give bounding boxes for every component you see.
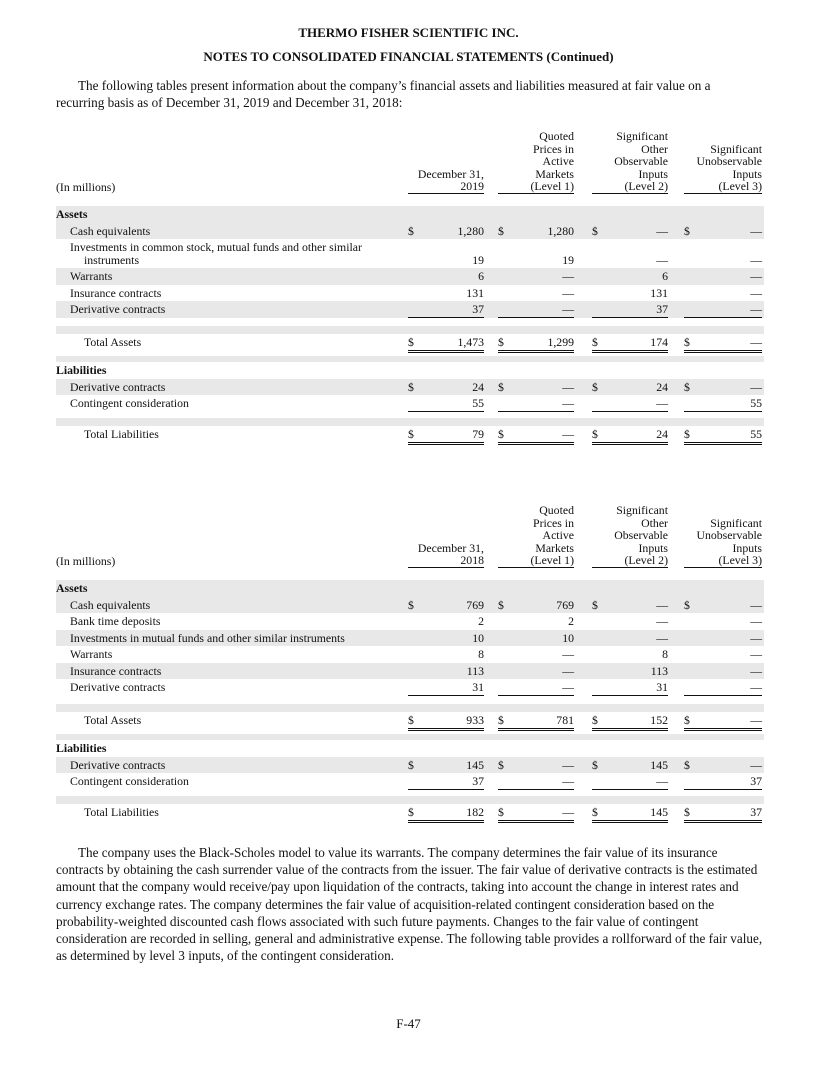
table-header — [56, 124, 764, 194]
currency-symbol: $ — [684, 426, 690, 441]
cell-value: 145 — [650, 804, 668, 819]
row-label: Total Assets — [84, 712, 142, 727]
currency-symbol: $ — [498, 804, 504, 819]
asset-row — [56, 630, 764, 647]
company-name: THERMO FISHER SCIENTIFIC INC. — [298, 25, 519, 40]
cell-value: 933 — [466, 712, 484, 727]
asset-row — [56, 285, 764, 302]
cell-value: 10 — [562, 630, 574, 645]
cell-value: — — [656, 614, 668, 628]
cell-underline — [408, 317, 484, 318]
column-header-underline-text: (Level 1) — [498, 554, 574, 568]
column-header-line: Markets — [535, 166, 574, 181]
column-header-line: Prices in — [533, 515, 574, 530]
cell-value: 145 — [650, 757, 668, 772]
column-header — [592, 504, 668, 568]
units-label: (In millions) — [56, 554, 116, 569]
spacer — [56, 568, 764, 580]
cell-value: — — [750, 302, 762, 316]
row-label: Bank time deposits — [70, 614, 161, 628]
cell-value: 1,473 — [457, 334, 484, 349]
currency-symbol: $ — [408, 379, 414, 394]
currency-symbol: $ — [498, 379, 504, 394]
cell-underline — [684, 411, 762, 412]
cell-underline — [684, 695, 762, 696]
liabilities-heading-row — [56, 740, 764, 757]
asset-row — [56, 613, 764, 630]
cell-value: 10 — [472, 630, 484, 645]
cell-value: 55 — [750, 426, 762, 441]
cell-value: — — [656, 252, 668, 267]
cell-double-underline — [498, 442, 574, 445]
fair-value-table-2019 — [56, 124, 764, 442]
column-header-line: Inputs — [638, 540, 668, 555]
cell-value: 174 — [650, 334, 668, 349]
column-header-underline-text: (Level 3) — [684, 180, 762, 194]
column-header-line: Quoted — [539, 503, 574, 518]
row-label: Contingent consideration — [70, 774, 189, 788]
row-label: Insurance contracts — [70, 285, 162, 300]
column-header-line: Unobservable — [696, 528, 762, 543]
currency-symbol: $ — [408, 334, 414, 349]
column-header — [498, 130, 574, 194]
cell-value: — — [750, 252, 762, 267]
currency-symbol: $ — [592, 597, 598, 612]
currency-symbol: $ — [498, 223, 504, 238]
cell-value: 113 — [650, 663, 668, 678]
section-heading-liabilities: Liabilities — [56, 363, 107, 377]
cell-underline — [684, 317, 762, 318]
cell-value: 2 — [568, 614, 574, 628]
spacer — [56, 696, 764, 704]
currency-symbol: $ — [684, 804, 690, 819]
currency-symbol: $ — [498, 597, 504, 612]
section-title: NOTES TO CONSOLIDATED FINANCIAL STATEMENTS (Continued) — [203, 49, 614, 64]
column-header-line: Quoted — [539, 129, 574, 144]
liabilities-heading-row — [56, 362, 764, 379]
row-label: Total Assets — [84, 334, 142, 349]
asset-row — [56, 301, 764, 318]
cell-value: 113 — [466, 663, 484, 678]
cell-double-underline — [498, 728, 574, 731]
cell-underline — [592, 789, 668, 790]
cell-double-underline — [592, 442, 668, 445]
cell-underline — [498, 695, 574, 696]
cell-value: — — [750, 630, 762, 645]
cell-value: 19 — [472, 252, 484, 267]
asset-row — [56, 268, 764, 285]
cell-underline — [684, 789, 762, 790]
asset-row — [56, 663, 764, 680]
row-label: Derivative contracts — [70, 302, 166, 316]
cell-value: 1,299 — [547, 334, 574, 349]
cell-value: 131 — [650, 285, 668, 300]
cell-value: — — [656, 396, 668, 410]
spacer — [56, 318, 764, 326]
asset-row — [56, 679, 764, 696]
cell-value: 6 — [478, 269, 484, 283]
column-header-underline-text: 2019 — [408, 180, 484, 194]
currency-symbol: $ — [498, 757, 504, 772]
cell-underline — [498, 789, 574, 790]
column-header-line: Significant — [710, 141, 762, 156]
cell-double-underline — [408, 820, 484, 823]
row-label: Investments in mutual funds and other similar instruments — [70, 630, 345, 645]
intro-paragraph: The following tables present information about the company’s financial assets and liabilities measured at fair value on a recurring basis as of December 31, 2019 and December 31, 2018: — [56, 78, 711, 110]
cell-value: — — [562, 426, 574, 441]
currency-symbol: $ — [498, 334, 504, 349]
row-label: Derivative contracts — [70, 680, 166, 694]
cell-value: 8 — [662, 647, 668, 661]
column-header-line: Significant — [710, 515, 762, 530]
cell-value: — — [750, 597, 762, 612]
cell-double-underline — [498, 350, 574, 353]
currency-symbol: $ — [592, 223, 598, 238]
cell-value: — — [562, 396, 574, 410]
cell-value: 145 — [466, 757, 484, 772]
currency-symbol: $ — [408, 223, 414, 238]
cell-value: — — [750, 757, 762, 772]
cell-value: 55 — [750, 396, 762, 410]
column-header-underline-text: (Level 1) — [498, 180, 574, 194]
cell-double-underline — [684, 350, 762, 353]
column-header — [408, 168, 484, 194]
cell-underline — [592, 317, 668, 318]
assets-heading-row — [56, 580, 764, 597]
asset-row — [56, 223, 764, 240]
spacer-band — [56, 704, 764, 712]
column-header-underline-text: (Level 2) — [592, 180, 668, 194]
column-header — [408, 542, 484, 568]
cell-value: — — [562, 680, 574, 694]
cell-value: 37 — [750, 804, 762, 819]
cell-value: 769 — [466, 597, 484, 612]
cell-value: — — [750, 712, 762, 727]
liability-row — [56, 757, 764, 774]
cell-double-underline — [408, 442, 484, 445]
cell-value: 24 — [656, 426, 668, 441]
cell-value: — — [750, 663, 762, 678]
column-header — [498, 504, 574, 568]
cell-value: 37 — [472, 302, 484, 316]
cell-value: — — [562, 647, 574, 661]
currency-symbol: $ — [592, 712, 598, 727]
cell-value: — — [750, 269, 762, 283]
cell-double-underline — [408, 728, 484, 731]
currency-symbol: $ — [408, 757, 414, 772]
column-header-line: Significant — [616, 129, 668, 144]
column-header-line: Inputs — [732, 166, 762, 181]
cell-value: — — [562, 804, 574, 819]
column-header-line: Markets — [535, 540, 574, 555]
cell-value: 1,280 — [457, 223, 484, 238]
cell-double-underline — [684, 820, 762, 823]
cell-value: — — [750, 223, 762, 238]
cell-value: — — [750, 379, 762, 394]
cell-double-underline — [408, 350, 484, 353]
cell-value: 24 — [656, 379, 668, 394]
column-header-underline-text: (Level 2) — [592, 554, 668, 568]
cell-value: 1,280 — [547, 223, 574, 238]
liability-row — [56, 773, 764, 790]
asset-row — [56, 239, 764, 268]
page-number: F-47 — [396, 1016, 421, 1031]
row-label-line: Investments in common stock, mutual funds and other similar — [70, 240, 362, 254]
row-label: Derivative contracts — [70, 379, 166, 394]
row-label: Derivative contracts — [70, 757, 166, 772]
cell-underline — [498, 411, 574, 412]
cell-value: 55 — [472, 396, 484, 410]
currency-symbol: $ — [498, 426, 504, 441]
spacer-band — [56, 418, 764, 426]
cell-value: 31 — [472, 680, 484, 694]
cell-value: — — [562, 269, 574, 283]
cell-underline — [498, 317, 574, 318]
cell-value: — — [562, 285, 574, 300]
column-header-line: Inputs — [638, 166, 668, 181]
cell-underline — [592, 695, 668, 696]
row-label — [70, 241, 362, 266]
asset-row — [56, 646, 764, 663]
currency-symbol: $ — [592, 804, 598, 819]
cell-value: — — [656, 223, 668, 238]
column-header — [592, 130, 668, 194]
row-label: Cash equivalents — [70, 223, 151, 238]
cell-value: 182 — [466, 804, 484, 819]
cell-value: 769 — [556, 597, 574, 612]
column-header-line: Observable — [614, 528, 668, 543]
asset-row — [56, 597, 764, 614]
row-label: Insurance contracts — [70, 663, 162, 678]
section-heading-assets: Assets — [56, 581, 88, 595]
currency-symbol: $ — [408, 712, 414, 727]
cell-value: — — [750, 614, 762, 628]
cell-value: — — [656, 630, 668, 645]
fair-value-table-2018 — [56, 498, 764, 820]
spacer-band — [56, 326, 764, 334]
currency-symbol: $ — [684, 597, 690, 612]
cell-value: 37 — [750, 774, 762, 788]
row-label: Warrants — [70, 269, 113, 283]
cell-underline — [408, 411, 484, 412]
cell-value: 31 — [656, 680, 668, 694]
cell-double-underline — [684, 728, 762, 731]
section-heading-liabilities: Liabilities — [56, 741, 107, 755]
row-label: Warrants — [70, 647, 113, 661]
cell-value: — — [750, 680, 762, 694]
column-header-line: Prices in — [533, 141, 574, 156]
cell-value: — — [750, 285, 762, 300]
column-header-line: December 31, — [417, 540, 484, 555]
spacer — [56, 194, 764, 206]
column-header-line: Unobservable — [696, 154, 762, 169]
row-label: Total Liabilities — [84, 804, 159, 819]
cell-value: 24 — [472, 379, 484, 394]
cell-underline — [592, 411, 668, 412]
cell-value: 781 — [556, 712, 574, 727]
column-header-line: December 31, — [417, 166, 484, 181]
cell-value: 8 — [478, 647, 484, 661]
table-header — [56, 498, 764, 568]
currency-symbol: $ — [684, 223, 690, 238]
column-header-line: Observable — [614, 154, 668, 169]
cell-value: — — [562, 774, 574, 788]
cell-value: — — [562, 379, 574, 394]
currency-symbol: $ — [684, 379, 690, 394]
cell-value: 2 — [478, 614, 484, 628]
cell-double-underline — [592, 820, 668, 823]
cell-double-underline — [684, 442, 762, 445]
cell-value: — — [562, 663, 574, 678]
total-liabilities-row — [56, 426, 764, 443]
cell-value: 37 — [656, 302, 668, 316]
row-label: Cash equivalents — [70, 597, 151, 612]
cell-underline — [408, 695, 484, 696]
cell-value: 19 — [562, 252, 574, 267]
column-header — [684, 517, 762, 568]
total-assets-row — [56, 334, 764, 351]
liability-row — [56, 395, 764, 412]
liability-row — [56, 379, 764, 396]
closing-paragraph: The company uses the Black-Scholes model to value its warrants. The company determines the fair value of its insurance contracts by obtaining the cash surrender value of the contracts from the issuer. The fair value of derivative contracts is the estimated amount that the company would receive/pay upon liquidation of the contracts, taking into account the change in interest rates and currency exchange rates. The company determines the fair value of acquisition-related contingent consideration based on the probability-weighted discounted cash flows associated with such future payments. Changes to the fair value of contingent consideration are recorded in selling, general and administrative expense. The following table provides a rollforward of the fair value, as determined by level 3 inputs, of the contingent consideration. — [56, 845, 763, 964]
section-heading-assets: Assets — [56, 207, 88, 221]
currency-symbol: $ — [498, 712, 504, 727]
column-header — [684, 143, 762, 194]
currency-symbol: $ — [592, 379, 598, 394]
row-label-line: instruments — [84, 252, 140, 267]
cell-double-underline — [592, 350, 668, 353]
cell-value: — — [750, 647, 762, 661]
currency-symbol: $ — [684, 712, 690, 727]
cell-value: 152 — [650, 712, 668, 727]
column-header-line: Significant — [616, 503, 668, 518]
cell-value: 79 — [472, 426, 484, 441]
column-header-line: Active — [542, 528, 574, 543]
currency-symbol: $ — [592, 334, 598, 349]
cell-underline — [408, 789, 484, 790]
cell-value: — — [562, 302, 574, 316]
currency-symbol: $ — [408, 426, 414, 441]
column-header-line: Other — [641, 141, 668, 156]
row-label: Total Liabilities — [84, 426, 159, 441]
cell-value: — — [562, 757, 574, 772]
cell-double-underline — [592, 728, 668, 731]
cell-value: — — [656, 597, 668, 612]
assets-heading-row — [56, 206, 764, 223]
column-header-underline-text: (Level 3) — [684, 554, 762, 568]
column-header-line: Other — [641, 515, 668, 530]
cell-double-underline — [498, 820, 574, 823]
currency-symbol: $ — [592, 426, 598, 441]
currency-symbol: $ — [592, 757, 598, 772]
row-label: Contingent consideration — [70, 396, 189, 410]
currency-symbol: $ — [408, 804, 414, 819]
column-header-underline-text: 2018 — [408, 554, 484, 568]
spacer-band — [56, 796, 764, 804]
cell-value: 37 — [472, 774, 484, 788]
total-assets-row — [56, 712, 764, 729]
total-liabilities-row — [56, 804, 764, 821]
column-header-line: Active — [542, 154, 574, 169]
units-label: (In millions) — [56, 180, 116, 195]
currency-symbol: $ — [408, 597, 414, 612]
currency-symbol: $ — [684, 757, 690, 772]
cell-value: 6 — [662, 269, 668, 283]
cell-value: 131 — [466, 285, 484, 300]
cell-value: — — [656, 774, 668, 788]
currency-symbol: $ — [684, 334, 690, 349]
column-header-line: Inputs — [732, 540, 762, 555]
cell-value: — — [750, 334, 762, 349]
